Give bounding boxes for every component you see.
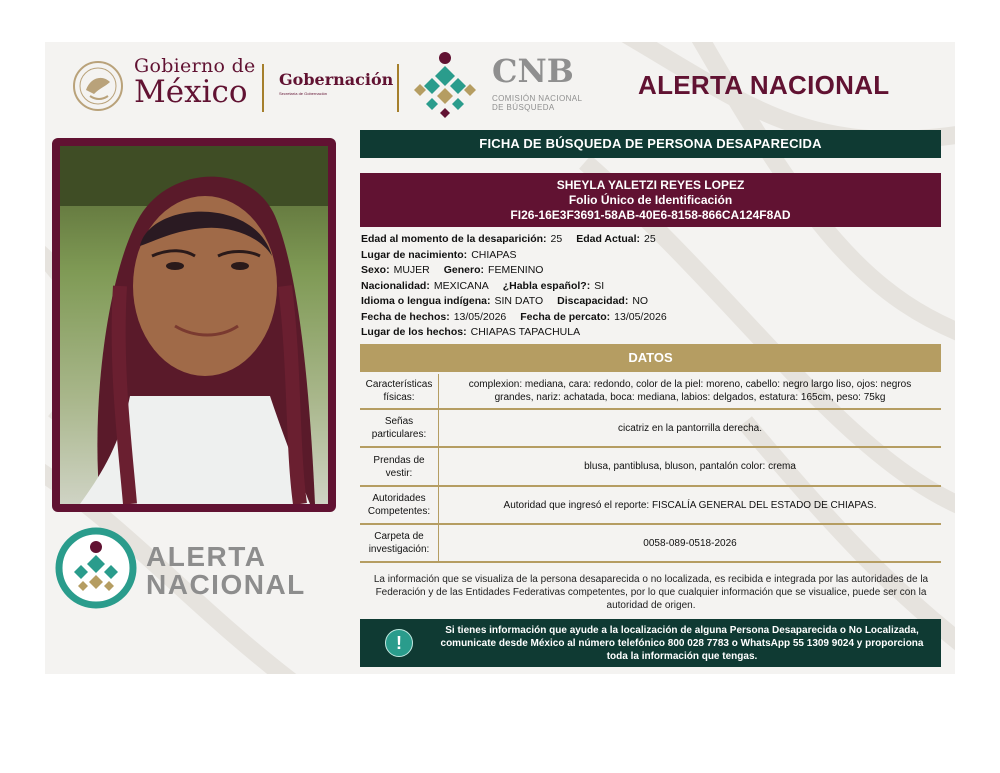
cnb-logo-text	[492, 54, 582, 112]
table-row	[360, 487, 941, 525]
idioma-value: SIN DATO	[494, 295, 544, 307]
nacionalidad-label: Nacionalidad:	[361, 279, 430, 292]
datos-label: Prendas de vestir:	[373, 454, 425, 479]
datos-label: Características físicas:	[365, 379, 433, 403]
alerta-nacional-title: ALERTA NACIONAL	[638, 70, 890, 100]
folio-value: FI26-16E3F3691-58AB-40E6-8158-866CA124F8AD	[510, 208, 791, 222]
alerta-logo-line2: NACIONAL	[146, 569, 306, 600]
ficha-title-bar: FICHA DE BÚSQUEDA DE PERSONA DESAPARECIDA	[360, 130, 941, 158]
genero-label: Genero:	[443, 264, 485, 276]
cnb-emblem-icon	[412, 48, 478, 122]
mexico-seal-logo	[72, 60, 124, 112]
cnb-sub1: COMISIÓN NACIONAL	[492, 94, 583, 103]
folio-label: Folio Único de Identificación	[568, 193, 733, 207]
contact-banner	[360, 619, 941, 667]
datos-value: 0058-089-0518-2026	[643, 537, 737, 549]
edad-desaparicion-label: Edad al momento de la desaparición:	[361, 233, 547, 245]
person-photo	[60, 146, 328, 504]
table-row	[360, 448, 941, 487]
datos-value: complexion: mediana, cara: redondo, color de la piel: moreno, cabello: negro largo liso, ojos: negros grandes, nariz: achatada, boca: mediana, labios: delgados, estatura: 165cm, peso: 75kg	[468, 379, 912, 403]
datos-value: cicatriz en la pantorrilla derecha.	[618, 422, 762, 434]
lugar-hechos-value: CHIAPAS TAPACHULA	[470, 326, 581, 338]
table-row	[360, 374, 941, 410]
person-name-box	[360, 173, 941, 227]
discapacidad-label: Discapacidad:	[557, 295, 629, 307]
sexo-label: Sexo:	[361, 264, 390, 276]
gobernacion-subtitle: Secretaría de Gobernación	[279, 91, 328, 96]
datos-label: Carpeta de investigación:	[368, 531, 430, 555]
habla-label: ¿Habla español?:	[502, 279, 591, 292]
datos-label: Señas particulares:	[371, 416, 427, 440]
edad-actual-value: 25	[644, 233, 656, 245]
header-divider	[262, 64, 264, 112]
alerta-nacional-logo-text	[146, 543, 306, 599]
datos-table	[360, 374, 941, 563]
datos-value: blusa, pantiblusa, bluson, pantalón color: crema	[584, 461, 796, 472]
lugar-nacimiento-label: Lugar de nacimiento:	[361, 248, 468, 261]
contact-text: Si tienes información que ayude a la localización de alguna Persona Desaparecida o No Localizada, comunicate desde México al número telefónico 800 028 7783 o WhatsApp 55 1309 9024 y proporciona toda la información que tengas.	[440, 625, 924, 662]
sexo-value: MUJER	[393, 264, 430, 276]
exclamation-icon: !	[385, 629, 413, 657]
genero-value: FEMENINO	[488, 264, 544, 276]
idioma-label: Idioma o lengua indígena:	[361, 295, 491, 307]
fecha-percato-value: 13/05/2026	[614, 310, 667, 323]
gobierno-de-mexico-logo	[134, 56, 256, 108]
gobernacion-logo	[279, 70, 393, 96]
cnb-acronym: CNB	[492, 52, 574, 90]
info-row-sexo	[361, 263, 941, 279]
info-row-edad	[361, 232, 941, 248]
info-row-nacimiento	[361, 248, 941, 264]
header-divider	[397, 64, 399, 112]
gobierno-line1: Gobierno de	[134, 55, 256, 77]
info-row-nacionalidad	[361, 279, 941, 295]
lugar-nacimiento-value: CHIAPAS	[471, 248, 517, 261]
person-info	[361, 232, 941, 341]
edad-desaparicion-value: 25	[550, 233, 563, 245]
alerta-logo-line1: ALERTA	[146, 541, 267, 572]
disclaimer-text: La información que se visualiza de la persona desaparecida o no localizada, es recibida e integrada por las autoridades de la Federación y de las Entidades Federativas competentes, por lo que cualquier información que se visualice, puede ser con la autoridad de origen.	[373, 574, 929, 611]
discapacidad-value: NO	[632, 295, 649, 307]
table-row	[360, 410, 941, 448]
datos-value: Autoridad que ingresó el reporte: FISCALÍA GENERAL DEL ESTADO DE CHIAPAS.	[503, 499, 877, 511]
info-row-fechas	[361, 310, 941, 326]
habla-value: SI	[594, 279, 605, 292]
cnb-sub2: DE BÚSQUEDA	[492, 103, 555, 112]
gobernacion-title: Gobernación	[279, 70, 394, 89]
datos-label: Autoridades Competentes:	[367, 493, 431, 517]
fecha-percato-label: Fecha de percato:	[520, 310, 611, 323]
edad-actual-label: Edad Actual:	[576, 233, 641, 245]
lugar-hechos-label: Lugar de los hechos:	[361, 326, 467, 338]
datos-header: DATOS	[360, 344, 941, 372]
info-row-lugar-hechos	[361, 325, 941, 341]
fecha-hechos-label: Fecha de hechos:	[361, 310, 450, 323]
alerta-nacional-logo-icon	[55, 527, 137, 609]
person-name: SHEYLA YALETZI REYES LOPEZ	[556, 178, 745, 192]
info-row-idioma	[361, 294, 941, 310]
nacionalidad-value: MEXICANA	[433, 279, 489, 292]
gobierno-line2: México	[134, 74, 248, 110]
table-row	[360, 525, 941, 563]
fecha-hechos-value: 13/05/2026	[453, 310, 507, 323]
